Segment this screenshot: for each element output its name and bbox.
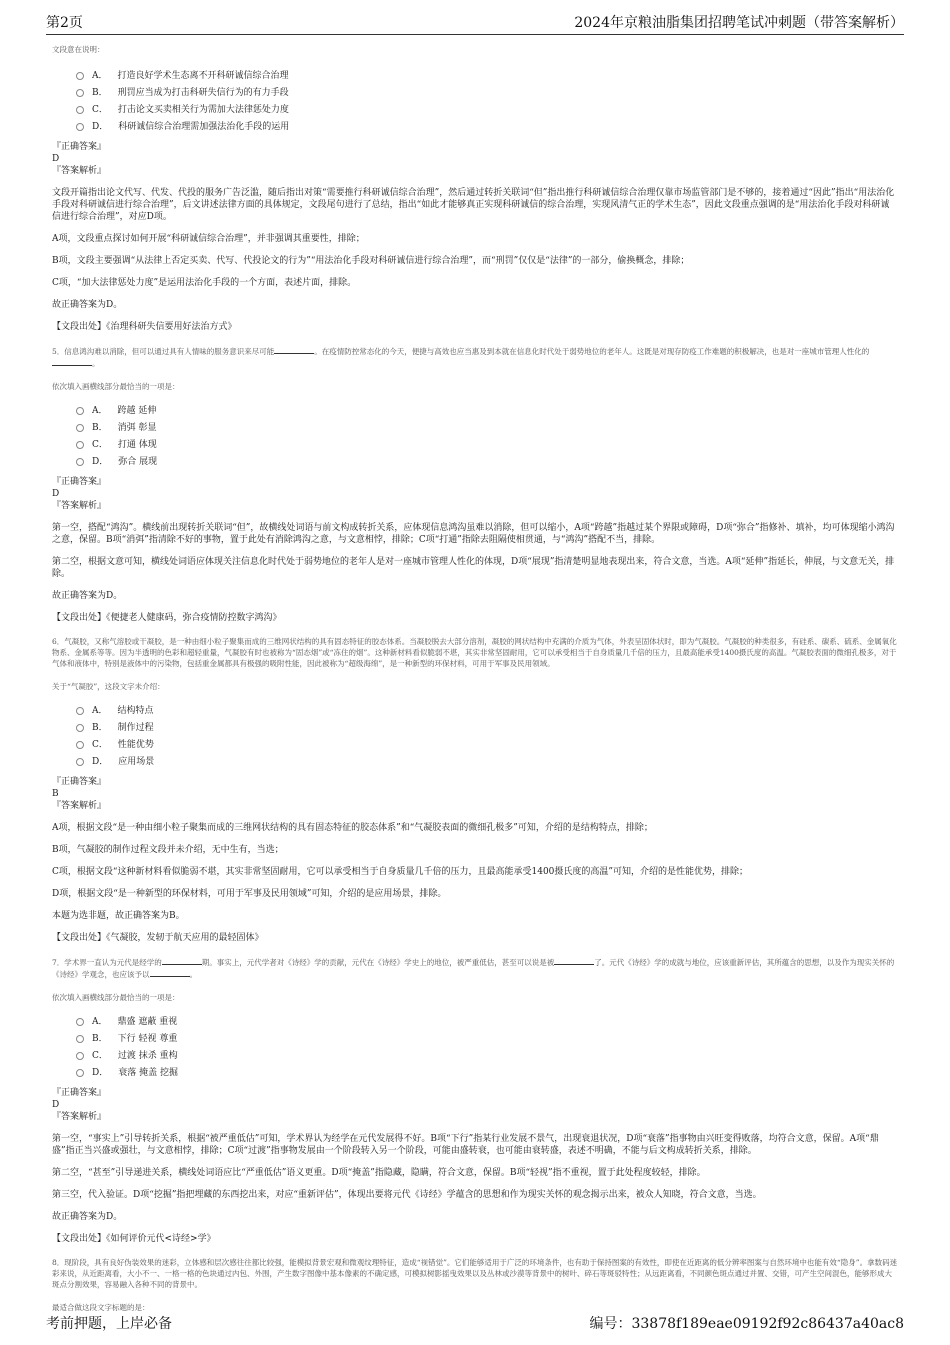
q8-stem: 8．现阶段，具有良好伪装效果的迷彩，立体感和层次感往往都比较强，能模拟背景宏观和微观纹理特征，造成“视错觉”。它们能够适用于广泛的环境条件，也有助于保持图案的有效性，即使在近距离的低分辨率图案与自然环境中也能有效“隐身”。拿数码迷彩来说，从近距离看，大小不一、一格一格的色块通过内包、外围，产生数字图像中基本像素的不确定感，可模拟树影摇曳效果以及丛林或沙漠等背景中的树叶、碎石等斑驳特性；从远距离看，不同颜色斑点通过并置、交错，可产生空间混色，能够形成大斑点分割效果，容易融入各种不同的背景中。 [52, 1258, 898, 1289]
radio-button-icon[interactable] [76, 458, 84, 466]
radio-button-icon[interactable] [76, 724, 84, 732]
q4-option-d[interactable]: D． 科研诚信综合治理需加强法治化手段的运用 [76, 118, 898, 135]
q6-option-d[interactable]: D． 应用场景 [76, 753, 898, 770]
radio-button-icon[interactable] [76, 123, 84, 131]
q4-source: 【文段出处】《治理科研失信要用好法治方式》 [52, 322, 237, 332]
q5-prompt: 依次填入画横线部分最恰当的一项是： [52, 382, 180, 391]
q7-options [76, 1013, 898, 1081]
radio-button-icon[interactable] [76, 72, 84, 80]
q7-option-d[interactable]: D． 衰落 掩盖 挖掘 [76, 1064, 898, 1081]
q5-options [76, 402, 898, 470]
fill-blank [162, 956, 202, 965]
q6-analysis-para: B项，气凝胶的制作过程文段并未介绍，无中生有，当选； [52, 845, 284, 855]
page-header [46, 10, 904, 35]
radio-button-icon[interactable] [76, 707, 84, 715]
q5-answer-label: 『正确答案』 [52, 477, 107, 487]
q4-analysis-para: A项，文段重点探讨如何开展“科研诚信综合治理”，并非强调其重要性，排除； [52, 234, 365, 244]
q6-analysis-para: 本题为选非题，故正确答案为B。 [52, 911, 185, 921]
page-footer [46, 1312, 904, 1334]
q7-prompt: 依次填入画横线部分最恰当的一项是： [52, 993, 180, 1002]
q7-analysis-label: 『答案解析』 [52, 1112, 107, 1122]
q4-option-a[interactable]: A． 打造良好学术生态离不开科研诚信综合治理 [76, 67, 898, 84]
q7-answer: D [52, 1100, 60, 1110]
q7-answer-label: 『正确答案』 [52, 1088, 107, 1098]
q4-answer-label: 『正确答案』 [52, 142, 107, 152]
page-number: 第2页 [46, 15, 83, 31]
radio-button-icon[interactable] [76, 89, 84, 97]
q5-answer: D [52, 489, 60, 499]
q7-analysis-para: 第二空，“甚至”引导递进关系，横线处词语应比“严重低估”语义更重。D项“掩盖”指隐藏，隐瞒，符合文意，保留。B项“轻视”指不重视，置于此处程度较轻，排除。 [52, 1168, 706, 1178]
q7-option-b[interactable]: B． 下行 轻视 尊重 [76, 1030, 898, 1047]
radio-button-icon[interactable] [76, 441, 84, 449]
q6-analysis-para: C项，根据文段“这种新材料看似脆弱不堪，其实非常坚固耐用，它可以承受相当于自身质量几千倍的压力，且最高能承受1400摄氏度的高温”可知，介绍的是性能优势，排除； [52, 867, 748, 877]
q5-analysis-para: 故正确答案为D。 [52, 591, 123, 601]
radio-button-icon[interactable] [76, 1069, 84, 1077]
q8-prompt: 最适合做这段文字标题的是： [52, 1303, 150, 1312]
q6-option-a[interactable]: A． 结构特点 [76, 702, 898, 719]
q4-option-c[interactable]: C． 打击论文买卖相关行为需加大法律惩处力度 [76, 101, 898, 118]
q4-options [76, 67, 898, 135]
q7-analysis-para: 第三空，代入验证。D项“挖掘”指把埋藏的东西挖出来，对应“重新评估”，体现出要将元代《诗经》学蕴含的思想和作为现实关怀的观念揭示出来，被众人知晓，符合文意，当选。 [52, 1190, 762, 1200]
radio-button-icon[interactable] [76, 424, 84, 432]
document-id: 编号：33878f189eae09192f92c86437a40ac8 [589, 1316, 904, 1332]
q5-option-a[interactable]: A． 跨越 延伸 [76, 402, 898, 419]
q5-analysis-para: 第一空，搭配“鸿沟”。横线前出现转折关联词“但”，故横线处词语与前文构成转折关系，应体现信息鸿沟虽难以消除，但可以缩小，A项“跨越”指越过某个界限或障碍，D项“弥合”指修补、填补，均可体现缩小鸿沟之意，保留。B项“消弭”指清除不好的事物，置于此处有消除鸿沟之意，与文意相悖，排除；C项“打通”指除去阻隔使相贯通，与“鸿沟”搭配不当，排除。 [52, 523, 895, 545]
q4-analysis-label: 『答案解析』 [52, 166, 107, 176]
q4-prompt: 文段意在说明： [52, 45, 105, 54]
q6-prompt: 关于“气凝胶”，这段文字未介绍： [52, 682, 165, 691]
fill-blank [150, 968, 190, 977]
document-body [52, 44, 898, 1323]
q6-option-c[interactable]: C． 性能优势 [76, 736, 898, 753]
fill-blank [274, 345, 314, 354]
q7-stem: 7．学术界一直认为元代是经学的 期。事实上，元代学者对《诗经》学的贡献，元代在《诗经》学史上的地位，被严重低估，甚至可以说是被 了。元代《诗经》学的成就与地位，应该重新评估，其所蕴含的思想，以及作为现实关怀的《诗经》学观念，也应该予以 。 [52, 958, 895, 979]
q4-analysis-para: C项，“加大法律惩处力度”是运用法治化手段的一个方面，表述片面，排除。 [52, 278, 357, 288]
q6-analysis-para: D项，根据文段“是一种新型的环保材料，可用于军事及民用领域”可知，介绍的是应用场景，排除。 [52, 889, 447, 899]
q4-analysis-para: 文段开篇指出论文代写、代发、代投的服务广告泛滥，随后指出对策“需要推行科研诚信综合治理”，然后通过转折关联词“但”指出推行科研诚信综合治理仅靠市场监管部门是不够的，接着通过“因此”指出“用法治化手段对科研诚信进行综合治理”，后文讲述法律方面的具体规定，文段尾句进行了总结，指出“如此才能够真正实现科研诚信的综合治理，实现风清气正的学术生态”，因此文段重点强调的是“用法治化手段对科研诚信进行综合治理”，对应D项。 [52, 188, 895, 222]
q6-answer: B [52, 789, 59, 799]
q6-option-b[interactable]: B． 制作过程 [76, 719, 898, 736]
q5-source: 【文段出处】《便捷老人健康码，弥合疫情防控数字鸿沟》 [52, 613, 282, 623]
q7-analysis-para: 第一空，“事实上”引导转折关系，根据“被严重低估”可知，学术界认为经学在元代发展得不好。B项“下行”指某行业发展不景气，出现衰退状况，D项“衰落”指事物由兴旺变得败落，均符合文意，保留。A项“鼎盛”指正当兴盛或强壮，与文意相悖，排除；C项“过渡”指事物发展由一个阶段转入另一个阶段，可能由盛转衰，也可能由衰转盛，表述不明确，不能与后文构成转折关系，排除。 [52, 1134, 879, 1156]
q6-options [76, 702, 898, 770]
q4-analysis-para: 故正确答案为D。 [52, 300, 123, 310]
q4-option-b[interactable]: B． 刑罚应当成为打击科研失信行为的有力手段 [76, 84, 898, 101]
q5-analysis-para: 第二空，根据文意可知，横线处词语应体现关注信息化时代处于弱势地位的老年人是对一座城市管理人性化的体现，D项“展现”指清楚明显地表现出来，符合文意，当选。A项“延伸”指延长，伸展，与文意无关，排除。 [52, 557, 895, 579]
q7-option-a[interactable]: A． 鼎盛 遮蔽 重视 [76, 1013, 898, 1030]
q5-option-c[interactable]: C． 打通 体现 [76, 436, 898, 453]
footer-slogan: 考前押题，上岸必备 [46, 1316, 172, 1332]
radio-button-icon[interactable] [76, 1052, 84, 1060]
q7-option-c[interactable]: C． 过渡 抹杀 重构 [76, 1047, 898, 1064]
q5-option-d[interactable]: D． 弥合 展现 [76, 453, 898, 470]
radio-button-icon[interactable] [76, 106, 84, 114]
radio-button-icon[interactable] [76, 758, 84, 766]
radio-button-icon[interactable] [76, 741, 84, 749]
q6-analysis-label: 『答案解析』 [52, 801, 107, 811]
q6-source: 【文段出处】《气凝胶，发轫于航天应用的最轻固体》 [52, 933, 264, 943]
q6-stem: 6．气凝胶，又称气溶胶或干凝胶，是一种由细小粒子聚集而成的三维网状结构的具有固态特征的胶态体系。当凝胶脱去大部分溶剂，凝胶的网状结构中充满的介质为气体，外表呈固体状时，即为气凝胶。气凝胶的种类很多，有硅系、碳系、硫系、金属氧化物系、金属系等等。因为半透明的色彩和超轻重量，气凝胶有时也被称为“固态烟”或“冻住的烟”。这种新材料看似脆弱不堪，其实非常坚固耐用，它可以承受相当于自身质量几千倍的压力，且最高能承受1400摄氏度的高温。气凝胶表面的微细孔极多，对于气体和液体中，特别是液体中的污染物，包括重金属都具有极强的吸附性能，因此被称为“超级海绵”，是一种新型的环保材料，可用于军事及民用领域。 [52, 637, 897, 668]
q7-analysis-para: 故正确答案为D。 [52, 1212, 123, 1222]
q5-stem: 5．信息鸿沟难以消除，但可以通过具有人情味的服务意识来尽可能 。在疫情防控常态化的今天，便捷与高效也应当惠及到本就在信息化时代处于弱势地位的老年人。这既是对现存防疫工作难题的积极解决，也是对一座城市管理人性化的。 [52, 347, 870, 368]
fill-blank [52, 357, 92, 366]
radio-button-icon[interactable] [76, 407, 84, 415]
q6-answer-label: 『正确答案』 [52, 777, 107, 787]
q4-answer: D [52, 154, 60, 164]
radio-button-icon[interactable] [76, 1035, 84, 1043]
fill-blank [554, 956, 594, 965]
radio-button-icon[interactable] [76, 1018, 84, 1026]
q5-analysis-label: 『答案解析』 [52, 501, 107, 511]
q7-source: 【文段出处】《如何评价元代<诗经>学》 [52, 1234, 216, 1244]
q4-analysis-para: B项，文段主要强调“从法律上否定买卖、代写、代投论文的行为”“用法治化手段对科研诚信进行综合治理”，而“刑罚”仅仅是“法律”的一部分，偷换概念，排除； [52, 256, 690, 266]
q5-option-b[interactable]: B． 消弭 彰显 [76, 419, 898, 436]
document-title: 2024年京粮油脂集团招聘笔试冲刺题（带答案解析） [574, 15, 904, 31]
q6-analysis-para: A项，根据文段“是一种由细小粒子聚集而成的三维网状结构的具有固态特征的胶态体系”和“气凝胶表面的微细孔极多”可知，介绍的是结构特点，排除； [52, 823, 653, 833]
